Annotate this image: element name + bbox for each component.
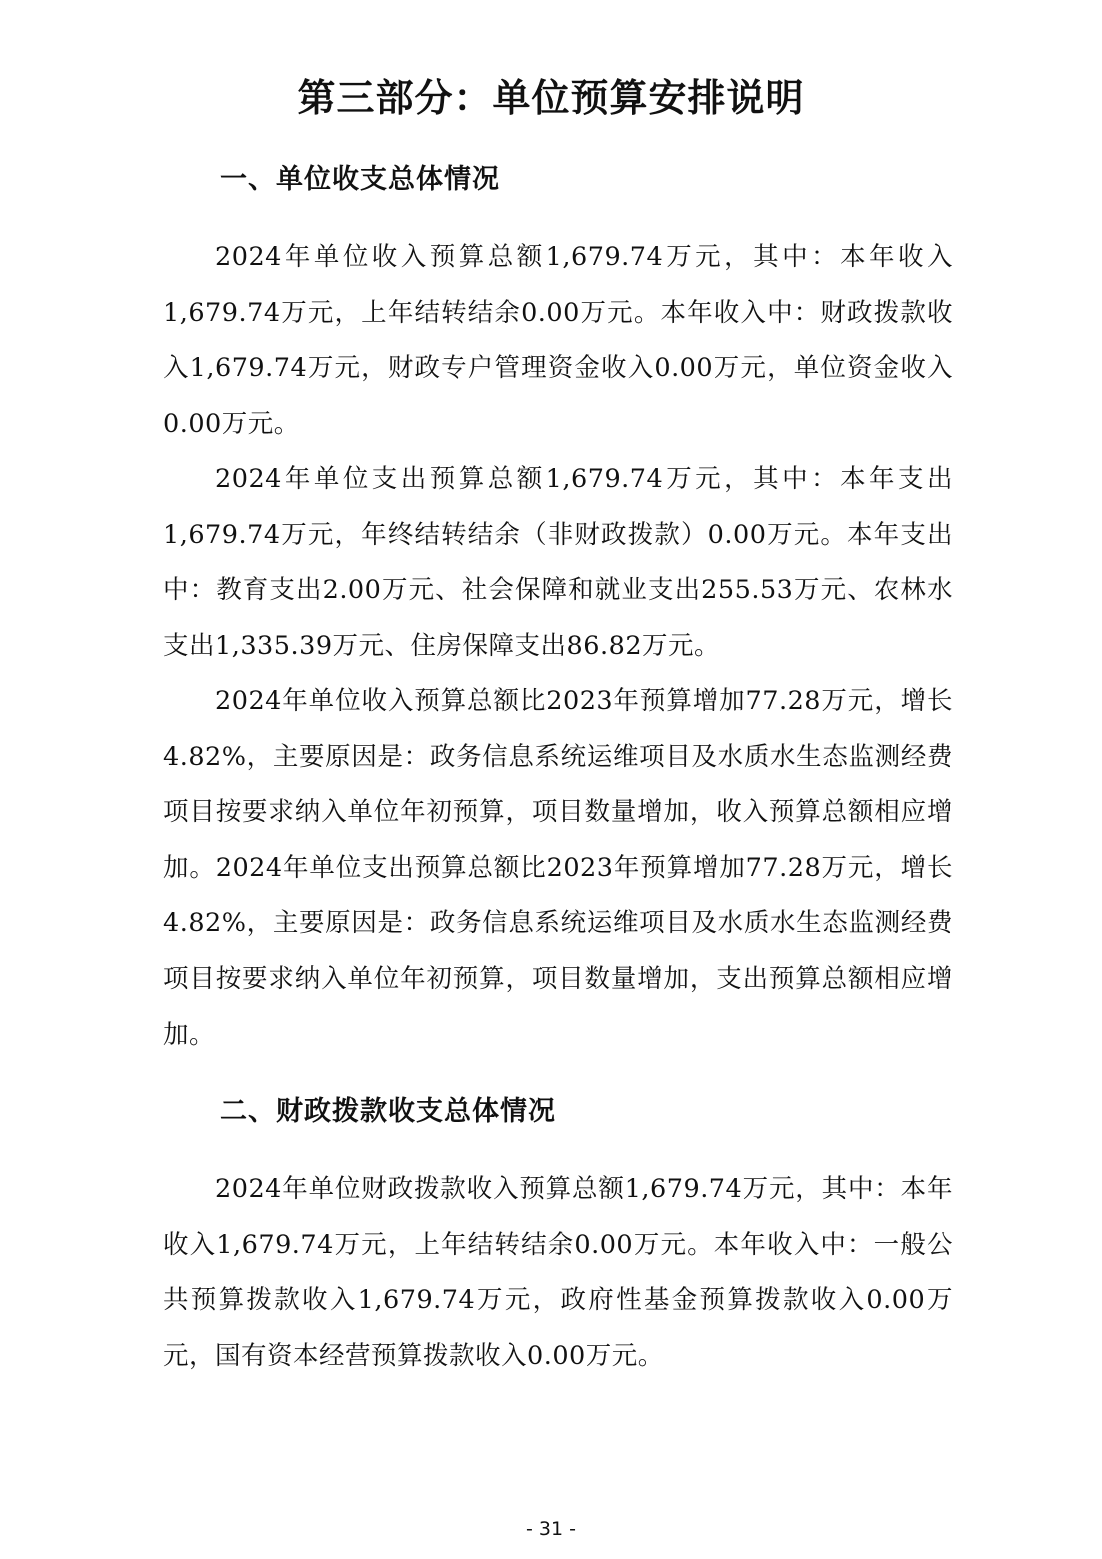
- paragraph-income-summary: 2024年单位收入预算总额1,679.74万元，其中：本年收入1,679.74万元，上年结转结余0.00万元。本年收入中：财政拨款收入1,679.74万元，财政专户管理资金收入0.00万元，单位资金收入0.00万元。: [163, 242, 953, 439]
- paragraph-change-explanation: 2024年单位收入预算总额比2023年预算增加77.28万元，增长4.82%，主要原因是：政务信息系统运维项目及水质水生态监测经费项目按要求纳入单位年初预算，项目数量增加，收入预算总额相应增加。2024年单位支出预算总额比2023年预算增加77.28万元，增长4.82%，主要原因是：政务信息系统运维项目及水质水生态监测经费项目按要求纳入单位年初预算，项目数量增加，支出预算总额相应增加。: [163, 686, 953, 1050]
- section-heading-1: 一、单位收支总体情况: [220, 164, 500, 195]
- paragraph-expenditure-summary: 2024年单位支出预算总额1,679.74万元，其中：本年支出1,679.74万元，年终结转结余（非财政拨款）0.00万元。本年支出中：教育支出2.00万元、社会保障和就业支出255.53万元、农林水支出1,335.39万元、住房保障支出86.82万元。: [163, 464, 953, 661]
- paragraph-fiscal-appropriation: 2024年单位财政拨款收入预算总额1,679.74万元，其中：本年收入1,679.74万元，上年结转结余0.00万元。本年收入中：一般公共预算拨款收入1,679.74万元，政府性基金预算拨款收入0.00万元，国有资本经营预算拨款收入0.00万元。: [163, 1174, 953, 1371]
- page-number: - 31 -: [526, 1518, 576, 1540]
- page-title: 第三部分：单位预算安排说明: [297, 76, 805, 120]
- section-heading-2: 二、财政拨款收支总体情况: [220, 1096, 556, 1127]
